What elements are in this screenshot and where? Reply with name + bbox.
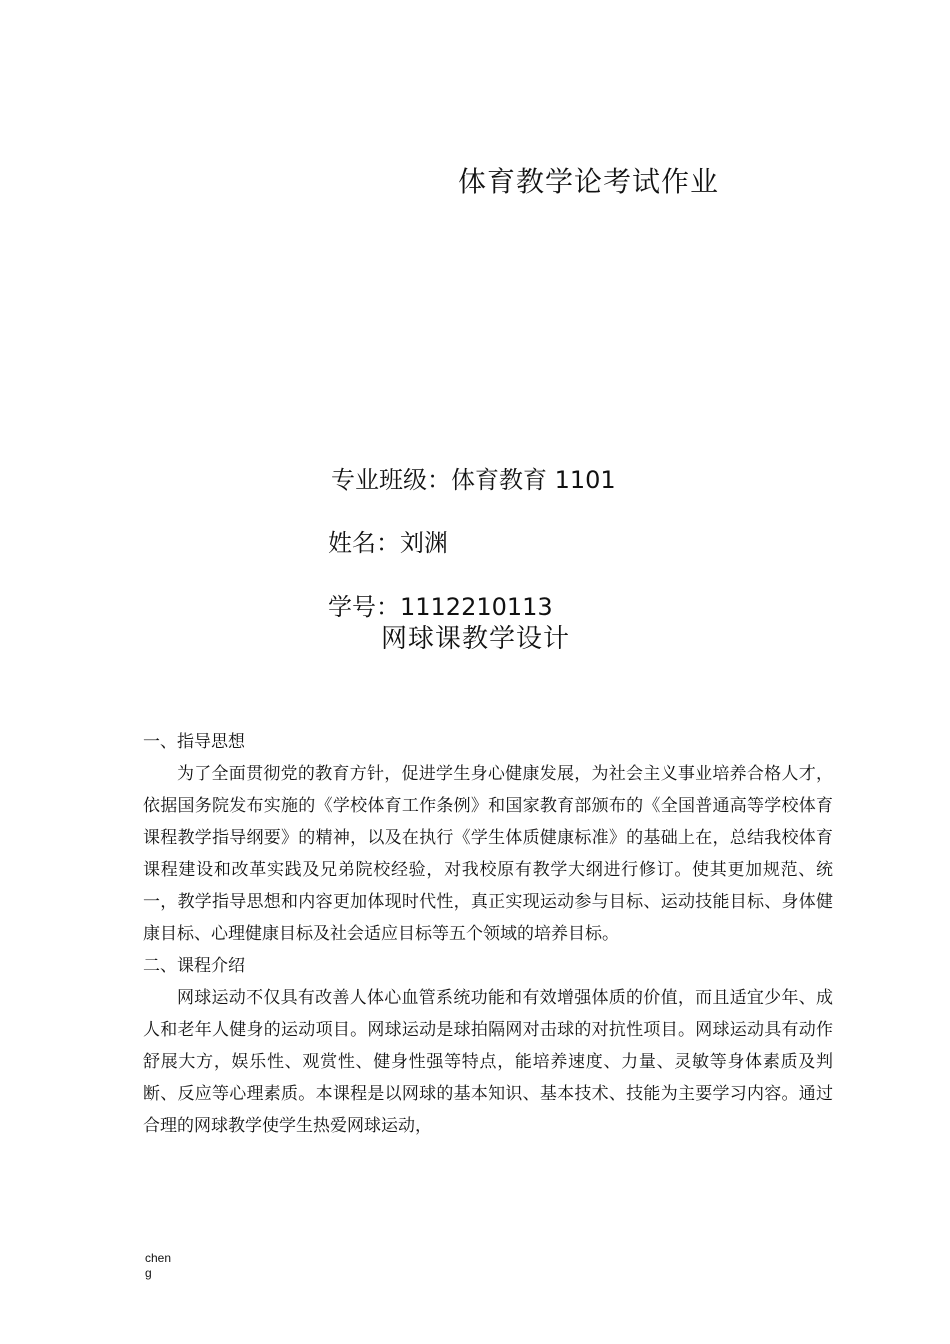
section-paragraph: 网球运动不仅具有改善人体心血管系统功能和有效增强体质的价值，而且适宜少年、成人和老年人健身的运动项目。网球运动是球拍隔网对击球的对抗性项目。网球运动具有动作舒展大方，娱乐性、观赏性、健身性强等特点，能培养速度、力量、灵敏等身体素质及判断、反应等心理素质。本课程是以网球的基本知识、基本技术、技能为主要学习内容。通过合理的网球教学使学生热爱网球运动，: [143, 988, 833, 1136]
document-title: 体育教学论考试作业: [458, 165, 720, 198]
section-heading: 一、指导思想: [143, 732, 245, 752]
footer-line: g: [145, 1266, 152, 1280]
section-heading: 二、课程介绍: [143, 956, 245, 976]
class-info: 专业班级：体育教育 1101: [331, 466, 616, 494]
student-name: 姓名：刘渊: [328, 529, 448, 557]
student-id: 学号：1112210113: [328, 593, 553, 621]
document-subtitle: 网球课教学设计: [381, 624, 571, 654]
footer-line: chen: [145, 1251, 172, 1265]
document-body: [143, 726, 833, 1142]
section-paragraph: 为了全面贯彻党的教育方针，促进学生身心健康发展，为社会主义事业培养合格人才，依据国务院发布实施的《学校体育工作条例》和国家教育部颁布的《全国普通高等学校体育课程教学指导纲要》的精神，以及在执行《学生体质健康标准》的基础上在，总结我校体育课程建设和改革实践及兄弟院校经验，对我校原有教学大纲进行修订。使其更加规范、统一，教学指导思想和内容更加体现时代性，真正实现运动参与目标、运动技能目标、身体健康目标、心理健康目标及社会适应目标等五个领域的培养目标。: [143, 764, 833, 944]
page-footer: [145, 1251, 171, 1281]
